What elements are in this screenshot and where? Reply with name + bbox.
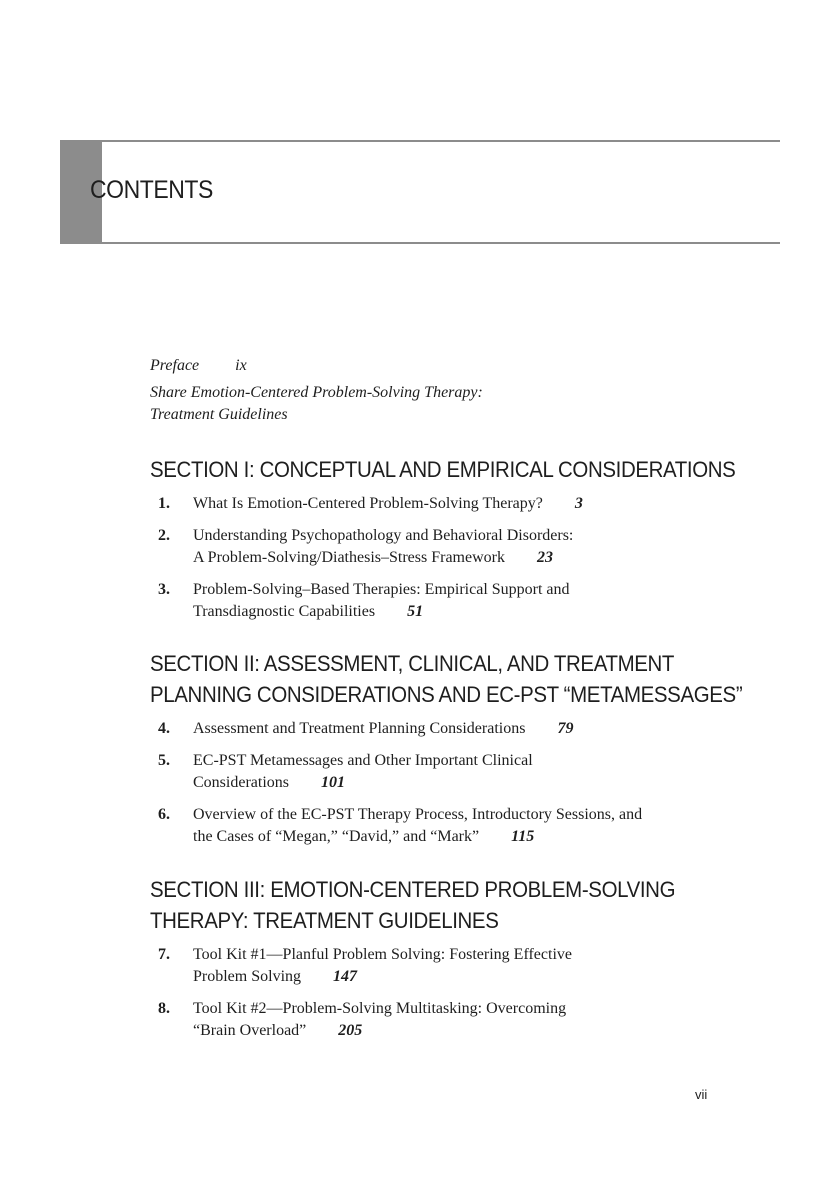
- chapter-number: 1.: [158, 495, 170, 512]
- preface-page-number: ix: [235, 357, 247, 374]
- chapter-title-line: Problem-Solving–Based Therapies: Empirical Support and: [193, 581, 570, 598]
- toc-entry-chapter-7[interactable]: [150, 944, 750, 988]
- section-heading-line: SECTION II: ASSESSMENT, CLINICAL, AND TREATMENT: [150, 651, 675, 676]
- chapter-number: 4.: [158, 720, 170, 737]
- chapter-list: [150, 944, 750, 1042]
- share-line-2: Treatment Guidelines: [150, 406, 288, 423]
- section-1: [150, 454, 750, 633]
- chapter-number: 8.: [158, 1000, 170, 1017]
- toc-entry-chapter-3[interactable]: [150, 579, 750, 623]
- chapter-list: [150, 493, 750, 623]
- chapter-page-number: 51: [407, 603, 424, 620]
- chapter-title-line: Transdiagnostic Capabilities: [193, 603, 376, 620]
- chapter-number: 3.: [158, 581, 170, 598]
- chapter-title-line: the Cases of “Megan,” “David,” and “Mark”: [193, 828, 480, 845]
- toc-entry-chapter-4[interactable]: [150, 718, 750, 740]
- section-heading: [150, 648, 743, 710]
- chapter-title-line: Understanding Psychopathology and Behavioral Disorders:: [193, 527, 574, 544]
- section-heading-line: SECTION III: EMOTION-CENTERED PROBLEM-SOLVING: [150, 877, 676, 902]
- toc-entry-chapter-1[interactable]: [150, 493, 750, 515]
- chapter-title-line: “Brain Overload”: [193, 1022, 307, 1039]
- chapter-list: [150, 718, 750, 848]
- chapter-page-number: 205: [338, 1022, 363, 1039]
- section-heading-line: THERAPY: TREATMENT GUIDELINES: [150, 908, 499, 933]
- chapter-number: 7.: [158, 946, 170, 963]
- chapter-title-line: Tool Kit #2—Problem-Solving Multitasking: Overcoming: [193, 1000, 567, 1017]
- share-entry: [150, 382, 570, 426]
- section-heading-line: PLANNING CONSIDERATIONS AND EC-PST “METAMESSAGES”: [150, 682, 743, 707]
- chapter-page-number: 101: [321, 774, 345, 791]
- section-3: [150, 874, 750, 1052]
- chapter-title-line: Assessment and Treatment Planning Considerations: [193, 720, 526, 737]
- chapter-title-line: EC-PST Metamessages and Other Important Clinical: [193, 752, 533, 769]
- header-rule-top: [102, 140, 780, 142]
- chapter-title-line: Tool Kit #1—Planful Problem Solving: Fostering Effective: [193, 946, 572, 963]
- chapter-page-number: 147: [333, 968, 358, 985]
- page-title: CONTENTS: [90, 176, 213, 204]
- chapter-page-number: 115: [511, 828, 535, 845]
- chapter-title-line: Considerations: [193, 774, 289, 791]
- chapter-page-number: 23: [536, 549, 553, 566]
- front-matter: [150, 357, 750, 426]
- section-heading-line: SECTION I: CONCEPTUAL AND EMPIRICAL CONSIDERATIONS: [150, 457, 736, 482]
- toc-entry-chapter-6[interactable]: [150, 804, 750, 848]
- header-rule-bottom: [102, 242, 780, 244]
- section-2: [150, 648, 750, 858]
- section-heading: [150, 874, 708, 936]
- page-folio: vii: [695, 1087, 708, 1102]
- chapter-number: 6.: [158, 806, 170, 823]
- chapter-page-number: 3: [574, 495, 583, 512]
- chapter-title-line: A Problem-Solving/Diathesis–Stress Framework: [193, 549, 505, 566]
- chapter-title-line: What Is Emotion-Centered Problem-Solving Therapy?: [193, 495, 543, 512]
- preface-label: Preface: [150, 357, 200, 374]
- chapter-number: 5.: [158, 752, 170, 769]
- toc-entry-chapter-2[interactable]: [150, 525, 750, 569]
- chapter-title-line: Overview of the EC-PST Therapy Process, Introductory Sessions, and: [193, 806, 643, 823]
- chapter-title-line: Problem Solving: [193, 968, 302, 985]
- share-line-1: Share Emotion-Centered Problem-Solving Therapy:: [150, 384, 483, 401]
- chapter-page-number: 79: [557, 720, 574, 737]
- toc-entry-chapter-8[interactable]: [150, 998, 750, 1042]
- preface-entry: [150, 357, 750, 375]
- section-heading: [150, 454, 736, 485]
- toc-entry-chapter-5[interactable]: [150, 750, 750, 794]
- chapter-number: 2.: [158, 527, 170, 544]
